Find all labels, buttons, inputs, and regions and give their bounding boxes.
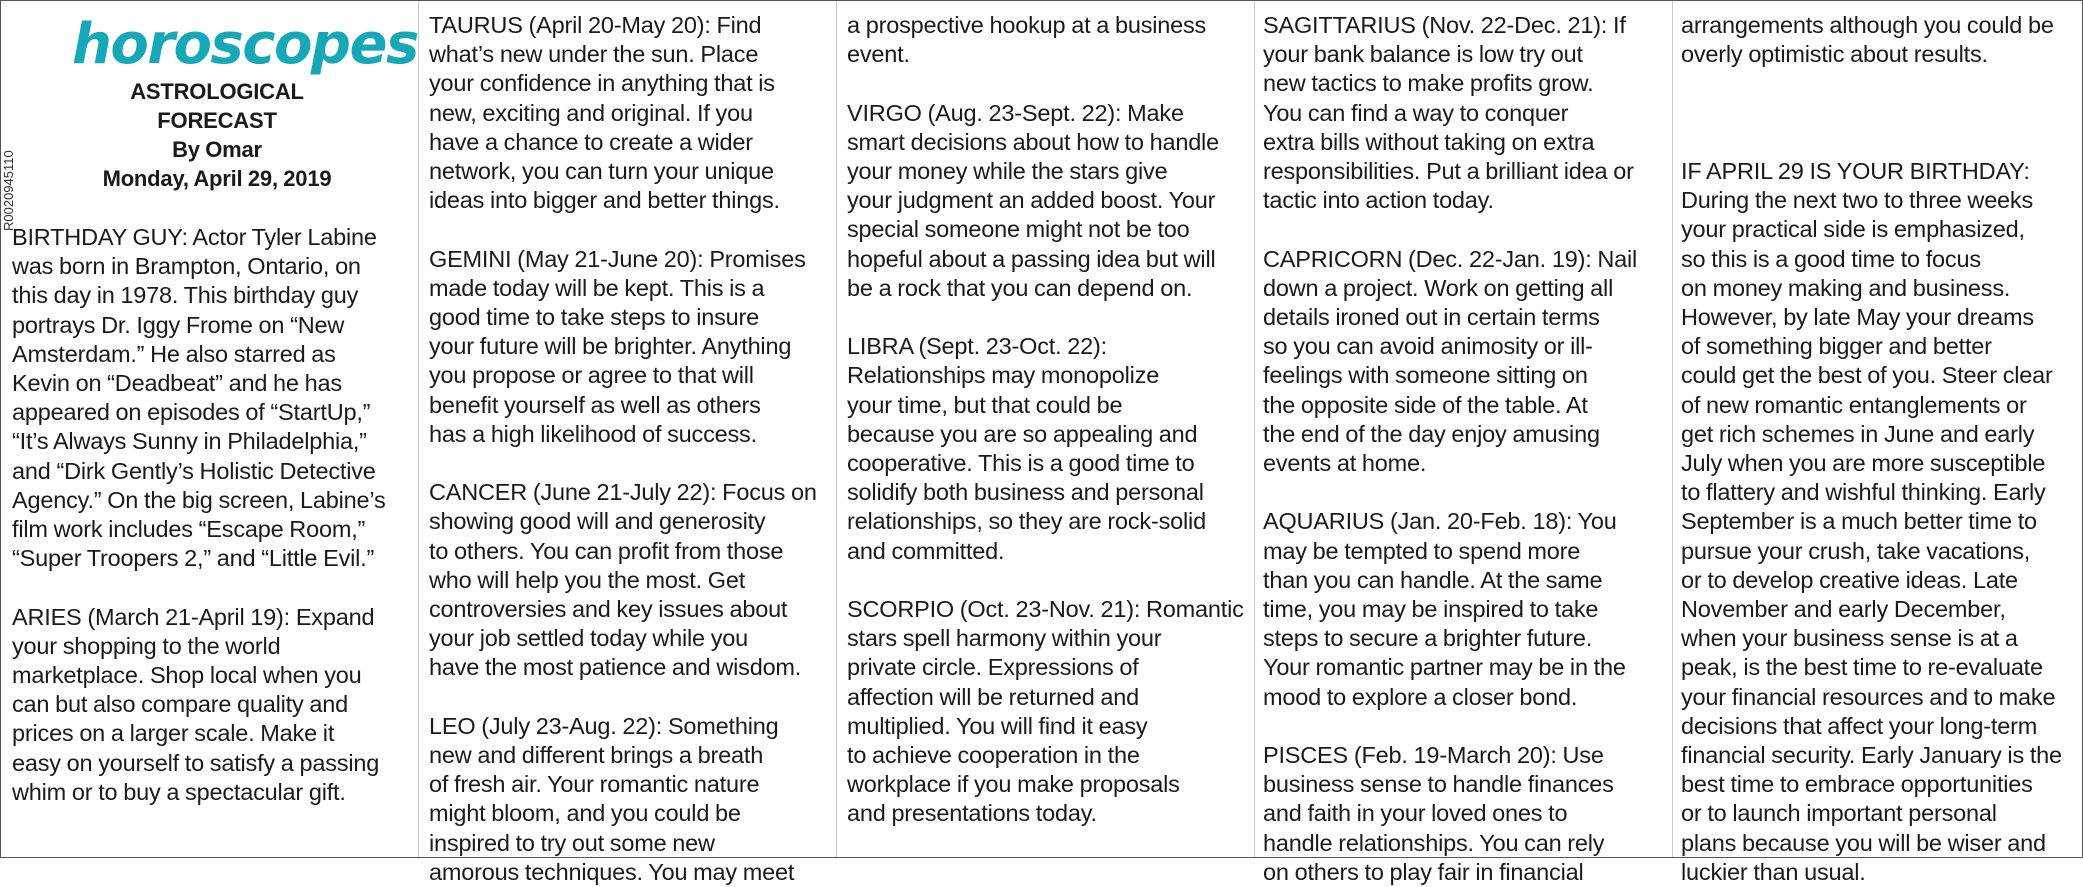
column-rule	[418, 1, 419, 857]
column-4	[1263, 11, 1671, 885]
capricorn-paragraph: CAPRICORN (Dec. 22-Jan. 19): Nail down a project. Work on getting all details ironed out in certain terms so you can avoid animosity or ill- feelings with someone sitting on the opposite side of the table. At the end of the day enjoy amusing events at home.	[1263, 245, 1638, 477]
spacer-paragraph	[1681, 99, 2081, 128]
masthead	[72, 12, 418, 193]
pisces-continued-paragraph: arrangements although you could be overly optimistic about results.	[1681, 12, 2054, 68]
column-rule	[1254, 1, 1255, 857]
column-3	[847, 11, 1251, 867]
libra-paragraph: LIBRA (Sept. 23-Oct. 22): Relationships may monopolize your time, but that could be because you are so appealing and cooperative. This is a good time to solidify both business and personal relationships, so they are rock-solid and committed.	[847, 333, 1206, 564]
birthday-paragraph: BIRTHDAY GUY: Actor Tyler Labine was born in Brampton, Ontario, on this day in 1978. This birthday guy portrays Dr. Iggy Frome on “New Amsterdam.” He also starred as Kevin on “Deadbeat” and he has appeared on episodes of “StartUp,” “It’s Always Sunny in Philadelphia,” and “Dirk Gently’s Holistic Detective Agency.” On the big screen, Labine’s film work includes “Escape Room,” “Super Troopers 2,” and “Little Evil.”	[12, 224, 386, 572]
birthday-forecast-paragraph: IF APRIL 29 IS YOUR BIRTHDAY: During the next two to three weeks your practical side is emphasized, so this is a good time to focus on money making and business. However, by late May your dreams of something bigger and better could get the best of you. Steer clear of new romantic entanglements or get rich schemes in June and early July when you are more susceptible to flattery and wishful thinking. Early September is a much better time to pursue your crush, take vacations, or to develop creative ideas. Late November and early December, when your business sense is at a peak, is the best time to re-evaluate your financial resources and to make decisions that affect your long-term financial security. Early January is the best time to embrace opportunities or to launch important personal plans because you will be wiser and luckier than usual.	[1681, 157, 2062, 885]
column-1	[12, 1, 418, 857]
column-5	[1681, 11, 2081, 885]
leo-paragraph: LEO (July 23-Aug. 22): Something new and different brings a breath of fresh air. Your romantic nature might bloom, and you could be inspired to try out some new amorous techniques. You may meet	[429, 712, 795, 885]
byline: By Omar	[172, 137, 262, 162]
gemini-paragraph: GEMINI (May 21-June 20): Promises made today will be kept. This is a good time to take steps to insure your future will be brighter. Anything you propose or agree to that will benefit yourself as well as others has a high likelihood of success.	[429, 245, 806, 447]
scorpio-paragraph: SCORPIO (Oct. 23-Nov. 21): Romantic stars spell harmony within your private circle. Expressions of affection will be returned and multiplied. You will find it easy to achieve cooperation in the workplace if you make proposals and presentations today.	[847, 596, 1244, 827]
publication-date: Monday, April 29, 2019	[102, 166, 332, 191]
virgo-paragraph: VIRGO (Aug. 23-Sept. 22): Make smart decisions about how to handle your money while the stars give your judgment an added boost. Your special someone might not be too hopeful about a passing idea but will be a rock that you can depend on.	[847, 99, 1219, 301]
leo-continued-paragraph: a prospective hookup at a business event.	[847, 12, 1207, 68]
serial-number: R0020945110	[1, 150, 16, 231]
aquarius-paragraph: AQUARIUS (Jan. 20-Feb. 18): You may be tempted to spend more than you can handle. At the same time, you may be inspired to take steps to secure a brighter future. Your romantic partner may be in the mood to explore a closer bond.	[1263, 508, 1626, 710]
column-2	[429, 11, 829, 885]
aries-paragraph: ARIES (March 21-April 19): Expand your shopping to the world marketplace. Shop local when you can but also compare quality and prices on a larger scale. Make it easy on yourself to satisfy a passing whim or to buy a spectacular gift.	[12, 603, 380, 805]
sagittarius-paragraph: SAGITTARIUS (Nov. 22-Dec. 21): If your bank balance is low try out new tactics to make profits grow. You can find a way to conquer extra bills without taking on extra responsibilities. Put a brilliant idea or tactic into action today.	[1263, 12, 1634, 214]
horoscopes-logo: horoscopes	[72, 12, 418, 77]
column-rule	[836, 1, 837, 857]
column-rule	[1672, 1, 1673, 857]
pisces-paragraph: PISCES (Feb. 19-March 20): Use business sense to handle finances and faith in your loved ones to handle relationships. You can rely on others to play fair in financial	[1263, 742, 1614, 885]
taurus-paragraph: TAURUS (April 20-May 20): Find what’s new under the sun. Place your confidence in anything that is new, exciting and original. If you have a chance to create a wider network, you can turn your unique ideas into bigger and better things.	[429, 12, 780, 214]
section-heading: ASTROLOGICAL FORECAST	[130, 79, 304, 133]
column-1-body	[12, 223, 412, 836]
cancer-paragraph: CANCER (June 21-July 22): Focus on showing good will and generosity to others. You can profit from those who will help you the most. Get controversies and key issues about your job settled today while you have the most patience and wisdom.	[429, 479, 817, 681]
